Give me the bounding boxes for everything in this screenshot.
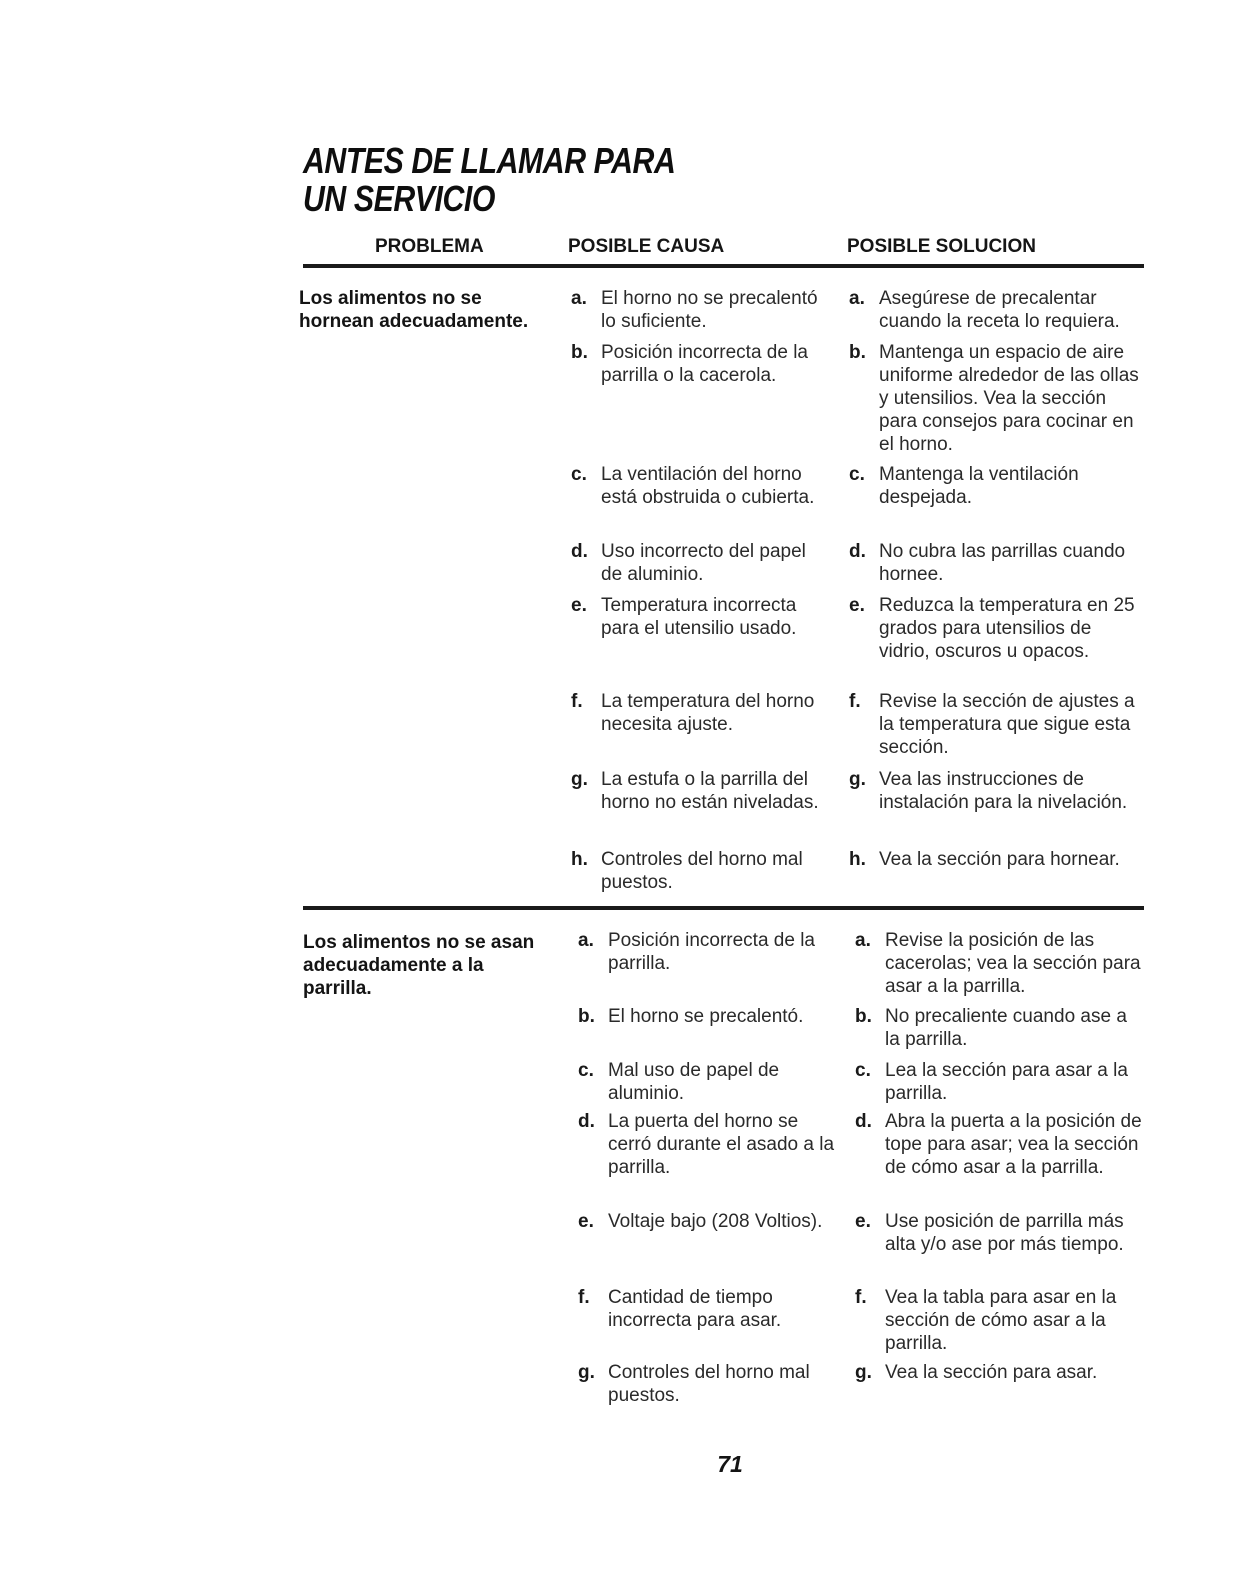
header-divider [303,264,1144,268]
cause-item: h. Controles del horno mal puestos. [571,849,803,893]
solution-item: a. Asegúrese de precalentar cuando la receta lo requiera. [849,288,1120,332]
solution-item: b. No precaliente cuando ase a la parrilla. [855,1006,1127,1050]
cause-item: f. Cantidad de tiempo incorrecta para asar. [578,1287,782,1331]
solution-item: d. Abra la puerta a la posición de tope para asar; vea la sección de cómo asar a la parrilla. [855,1111,1142,1178]
solution-item: f. Revise la sección de ajustes a la temperatura que sigue esta sección. [849,691,1135,758]
cause-item: c. Mal uso de papel de aluminio. [578,1060,780,1104]
cause-item: e. Temperatura incorrecta para el utensilio usado. [571,595,797,639]
cause-item: g. La estufa o la parrilla del horno no están niveladas. [571,769,819,813]
solution-item: e. Use posición de parrilla más alta y/o ase por más tiempo. [855,1211,1124,1255]
column-header-solution: POSIBLE SOLUCION [847,236,1036,257]
cause-item: a. Posición incorrecta de la parrilla. [578,930,815,974]
solution-item: b. Mantenga un espacio de aire uniforme alrededor de las ollas y utensilios. Vea la sección para consejos para cocinar en el horno. [849,342,1139,455]
cause-item: b. Posición incorrecta de la parrilla o la cacerola. [571,342,808,386]
cause-item: g. Controles del horno mal puestos. [578,1362,810,1406]
solution-item: e. Reduzca la temperatura en 25 grados para utensilios de vidrio, oscuros u opacos. [849,595,1135,662]
page-number: 71 [717,1451,743,1477]
cause-item: c. La ventilación del horno está obstruida o cubierta. [571,464,815,508]
solution-item: f. Vea la tabla para asar en la sección de cómo asar a la parrilla. [855,1287,1117,1354]
page-title-line-2: UN SERVICIO [303,178,495,219]
page-title-line-1: ANTES DE LLAMAR PARA [303,140,676,181]
column-header-problem: PROBLEMA [375,236,484,257]
cause-item: e. Voltaje bajo (208 Voltios). [578,1211,823,1232]
section-divider [303,906,1144,910]
page-title [303,142,675,218]
solution-item: d. No cubra las parrillas cuando hornee. [849,541,1126,585]
cause-item: f. La temperatura del horno necesita ajuste. [571,691,815,735]
solution-item: h. Vea la sección para hornear. [849,849,1120,870]
problem-broiling: Los alimentos no se asan adecuadamente a la parrilla. [303,932,535,999]
solution-item: c. Lea la sección para asar a la parrilla. [855,1060,1128,1104]
cause-item: d. La puerta del horno se cerró durante el asado a la parrilla. [578,1111,835,1178]
solution-item: a. Revise la posición de las cacerolas; vea la sección para asar a la parrilla. [855,930,1141,997]
solution-item: g. Vea la sección para asar. [855,1362,1098,1383]
cause-item: b. El horno se precalentó. [578,1006,804,1027]
column-header-cause: POSIBLE CAUSA [568,236,725,257]
cause-item: d. Uso incorrecto del papel de aluminio. [571,541,806,585]
cause-item: a. El horno no se precalentó lo suficiente. [571,288,818,332]
solution-item: g. Vea las instrucciones de instalación para la nivelación. [849,769,1128,813]
solution-item: c. Mantenga la ventilación despejada. [849,464,1079,508]
problem-baking: Los alimentos no se hornean adecuadamente. [299,288,529,332]
